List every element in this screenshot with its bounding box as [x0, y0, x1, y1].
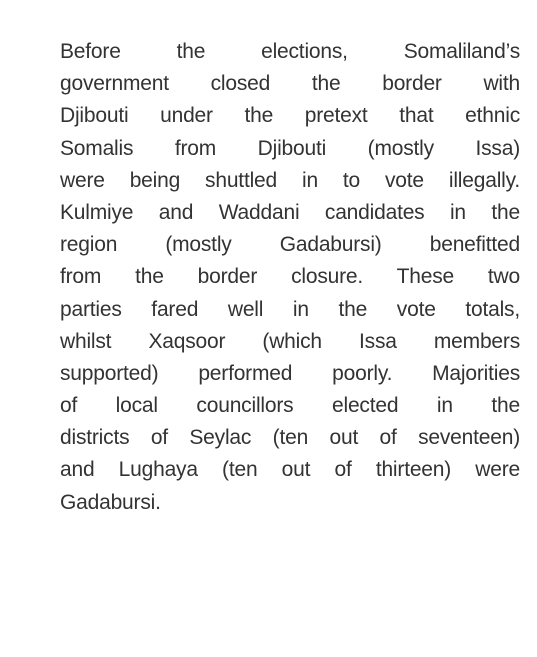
paragraph-line: parties fared well in the vote totals, [60, 297, 520, 321]
paragraph-line: region (mostly Gadabursi) benefitted [60, 233, 520, 257]
paragraph-line: of local councillors elected in the [60, 394, 520, 418]
paragraph-line: Gadabursi. [60, 490, 161, 514]
paragraph-line: were being shuttled in to vote illegally. [60, 168, 520, 192]
paragraph-line: supported) performed poorly. Majorities [60, 361, 520, 385]
paragraph-line: and Lughaya (ten out of thirteen) were [60, 458, 520, 482]
paragraph-line: Djibouti under the pretext that ethnic [60, 104, 520, 128]
paragraph-line: Somalis from Djibouti (mostly Issa) [60, 136, 520, 160]
paragraph-line: districts of Seylac (ten out of seventeen) [60, 426, 520, 450]
paragraph-line: Kulmiye and Waddani candidates in the [60, 200, 520, 224]
paragraph-line: whilst Xaqsoor (which Issa members [60, 329, 520, 353]
paragraph-line: Before the elections, Somaliland’s [60, 40, 520, 63]
body-paragraph [60, 36, 520, 519]
paragraph-line: government closed the border with [60, 72, 520, 96]
paragraph-line: from the border closure. These two [60, 265, 520, 289]
